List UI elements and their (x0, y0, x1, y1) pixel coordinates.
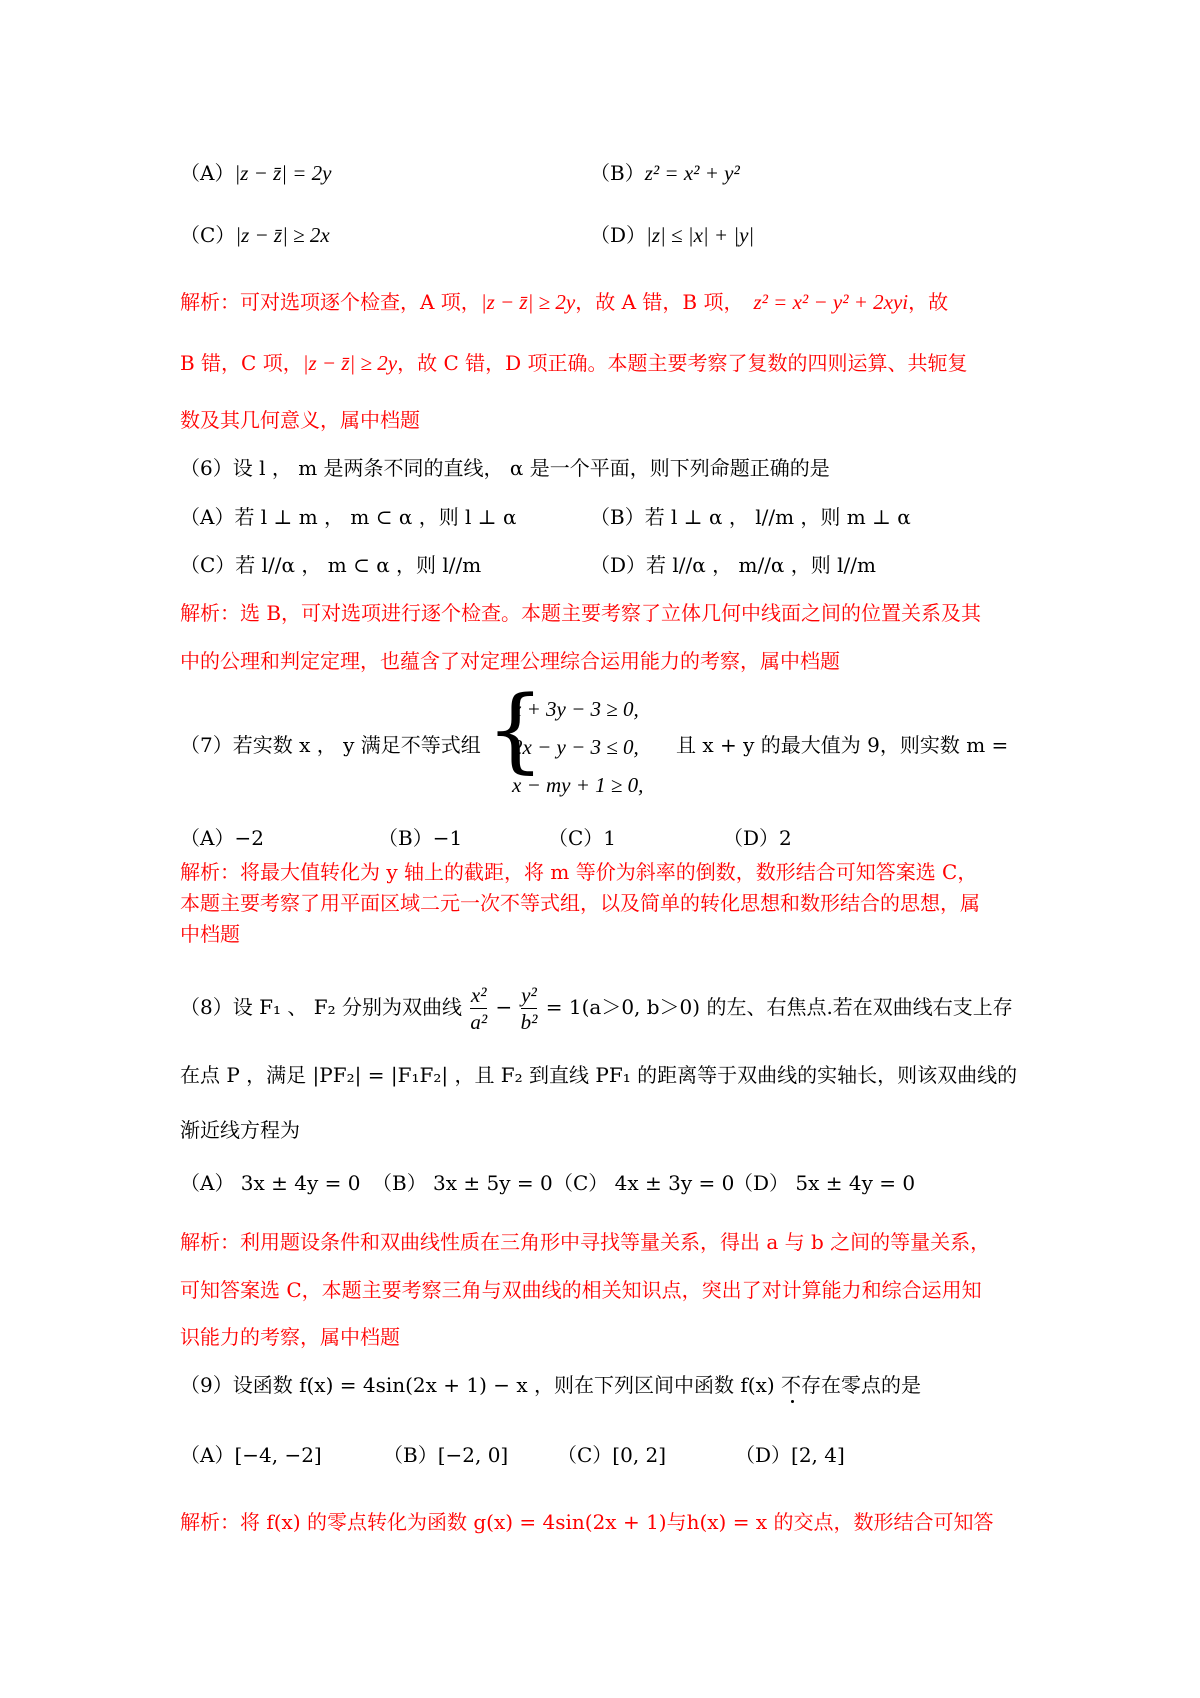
q7-option-c: （C）1 (548, 826, 617, 850)
q8-option-c: （C） 4x ± 3y = 0 (553, 1171, 735, 1195)
q7-analysis-line-3: 中档题 (180, 922, 240, 946)
q7-stem-suffix: 且 x + y 的最大值为 9，则实数 m = (676, 733, 1009, 757)
fraction-denominator: a² (470, 1010, 488, 1034)
q6-option-d: （D）若 l//α ， m//α ，则 l//m (590, 553, 876, 577)
q8-stem-text: （8）设 F₁ 、 F₂ 分别为双曲线 (180, 995, 462, 1019)
q9-stem-text: （9）设函数 f(x) = 4sin(2x + 1) − x ，则在下列区间中函数 f(x) (180, 1373, 782, 1397)
q8-option-a: （A） 3x ± 4y = 0 (180, 1171, 361, 1195)
q9-option-a: （A）[−4, −2] (180, 1443, 322, 1467)
q5-analysis-line-2 (180, 348, 968, 378)
q5-analysis-formula: z² = x² − y² + 2xyi (753, 290, 909, 314)
q9-option-b: （B）[−2, 0] (383, 1443, 509, 1467)
q6-option-c: （C）若 l//α ， m ⊂ α ，则 l//m (180, 553, 482, 577)
fraction-numerator: x² (470, 983, 487, 1007)
q5-option-d (590, 220, 754, 250)
fraction-denominator: b² (520, 1010, 538, 1034)
q7-inequality-1: x + 3y − 3 ≥ 0, (512, 697, 639, 721)
q5-option-d-formula: |z| ≤ |x| + |y| (646, 223, 755, 247)
q9-analysis-line-1: 解析：将 f(x) 的零点转化为函数 g(x) = 4sin(2x + 1)与h(x) = x 的交点，数形结合可知答 (180, 1510, 994, 1534)
q5-option-b (590, 158, 740, 188)
q8-stem-text: = 1(a＞0, b＞0) 的左、右焦点.若在双曲线右支上存 (545, 995, 1013, 1019)
q6-analysis-line-2: 中的公理和判定定理，也蕴含了对定理公理综合运用能力的考察，属中档题 (180, 649, 840, 673)
q5-analysis-text: ，故 A 错，B 项， (575, 290, 744, 314)
q7-brace-icon: { (486, 676, 545, 783)
q5-analysis-text: ，故 (908, 290, 949, 314)
q5-analysis-line-1 (180, 287, 948, 317)
q5-analysis-text: B 错，C 项， (180, 351, 303, 375)
q8-fraction-x (470, 982, 487, 1035)
q8-fraction-y (521, 982, 538, 1035)
q5-analysis-line-3: 数及其几何意义，属中档题 (180, 408, 420, 432)
q8-option-b: （B） 3x ± 5y = 0 (372, 1171, 553, 1195)
q5-option-c-label: （C） (180, 223, 236, 247)
q5-option-b-label: （B） (590, 161, 645, 185)
q5-analysis-text: 解析：可对选项逐个检查，A 项， (180, 290, 481, 314)
q8-analysis-line-2: 可知答案选 C，本题主要考察三角与双曲线的相关知识点，突出了对计算能力和综合运用知 (180, 1278, 982, 1302)
q7-analysis-line-2: 本题主要考察了用平面区域二元一次不等式组，以及简单的转化思想和数形结合的思想，属 (180, 891, 980, 915)
q7-option-b: （B）−1 (378, 826, 463, 850)
q5-analysis-formula: |z − z̄| ≥ 2y (480, 290, 576, 314)
q6-option-b: （B）若 l ⊥ α ， l//m ，则 m ⊥ α (590, 505, 911, 529)
q6-analysis-line-1: 解析：选 B，可对选项进行逐个检查。本题主要考察了立体几何中线面之间的位置关系及其 (180, 601, 982, 625)
q6-option-a: （A）若 l ⊥ m ， m ⊂ α ，则 l ⊥ α (180, 505, 517, 529)
q7-stem-prefix: （7）若实数 x ， y 满足不等式组 (180, 733, 481, 757)
q5-analysis-formula: |z − z̄| ≥ 2y (302, 351, 398, 375)
q9-option-d: （D）[2, 4] (735, 1443, 845, 1467)
q5-analysis-text: ，故 C 错，D 项正确。本题主要考察了复数的四则运算、共轭复 (397, 351, 968, 375)
q5-option-b-formula: z² = x² + y² (644, 161, 740, 185)
q5-option-c (180, 220, 330, 250)
q8-analysis-line-1: 解析：利用题设条件和双曲线性质在三角形中寻找等量关系，得出 a 与 b 之间的等量关系， (180, 1230, 991, 1254)
q8-minus: − (495, 995, 513, 1019)
q6-stem: （6）设 l ， m 是两条不同的直线， α 是一个平面，则下列命题正确的是 (180, 456, 830, 480)
q8-option-d: （D） 5x ± 4y = 0 (733, 1171, 916, 1195)
q5-option-d-label: （D） (590, 223, 647, 247)
q9-stem-text: 存在零点的是 (801, 1373, 922, 1397)
q7-inequality-2: 2x − y − 3 ≤ 0, (512, 735, 639, 759)
q8-analysis-line-3: 识能力的考察，属中档题 (180, 1325, 400, 1349)
q7-option-d: （D）2 (723, 826, 792, 850)
q9-stem (180, 1370, 921, 1400)
q8-stem-line-1 (180, 982, 1013, 1035)
q7-analysis-line-1: 解析：将最大值转化为 y 轴上的截距，将 m 等价为斜率的倒数，数形结合可知答案选 C， (180, 860, 978, 884)
q8-stem-line-3: 渐近线方程为 (180, 1118, 300, 1142)
q9-option-c: （C）[0, 2] (557, 1443, 667, 1467)
fraction-numerator: y² (521, 983, 537, 1007)
q5-option-a-formula: |z − z̄| = 2y (234, 161, 332, 185)
q8-stem-line-2: 在点 P ，满足 |PF₂| = |F₁F₂| ，且 F₂ 到直线 PF₁ 的距离等于双曲线的实轴长，则该双曲线的 (180, 1063, 1018, 1087)
q5-option-a-label: （A） (180, 161, 235, 185)
q7-inequality-3: x − my + 1 ≥ 0, (512, 773, 644, 797)
q5-option-a (180, 158, 332, 188)
q9-emphasis-word: 不 (781, 1373, 802, 1397)
q7-option-a: （A）−2 (180, 826, 264, 850)
q5-option-c-formula: |z − z̄| ≥ 2x (235, 223, 330, 247)
